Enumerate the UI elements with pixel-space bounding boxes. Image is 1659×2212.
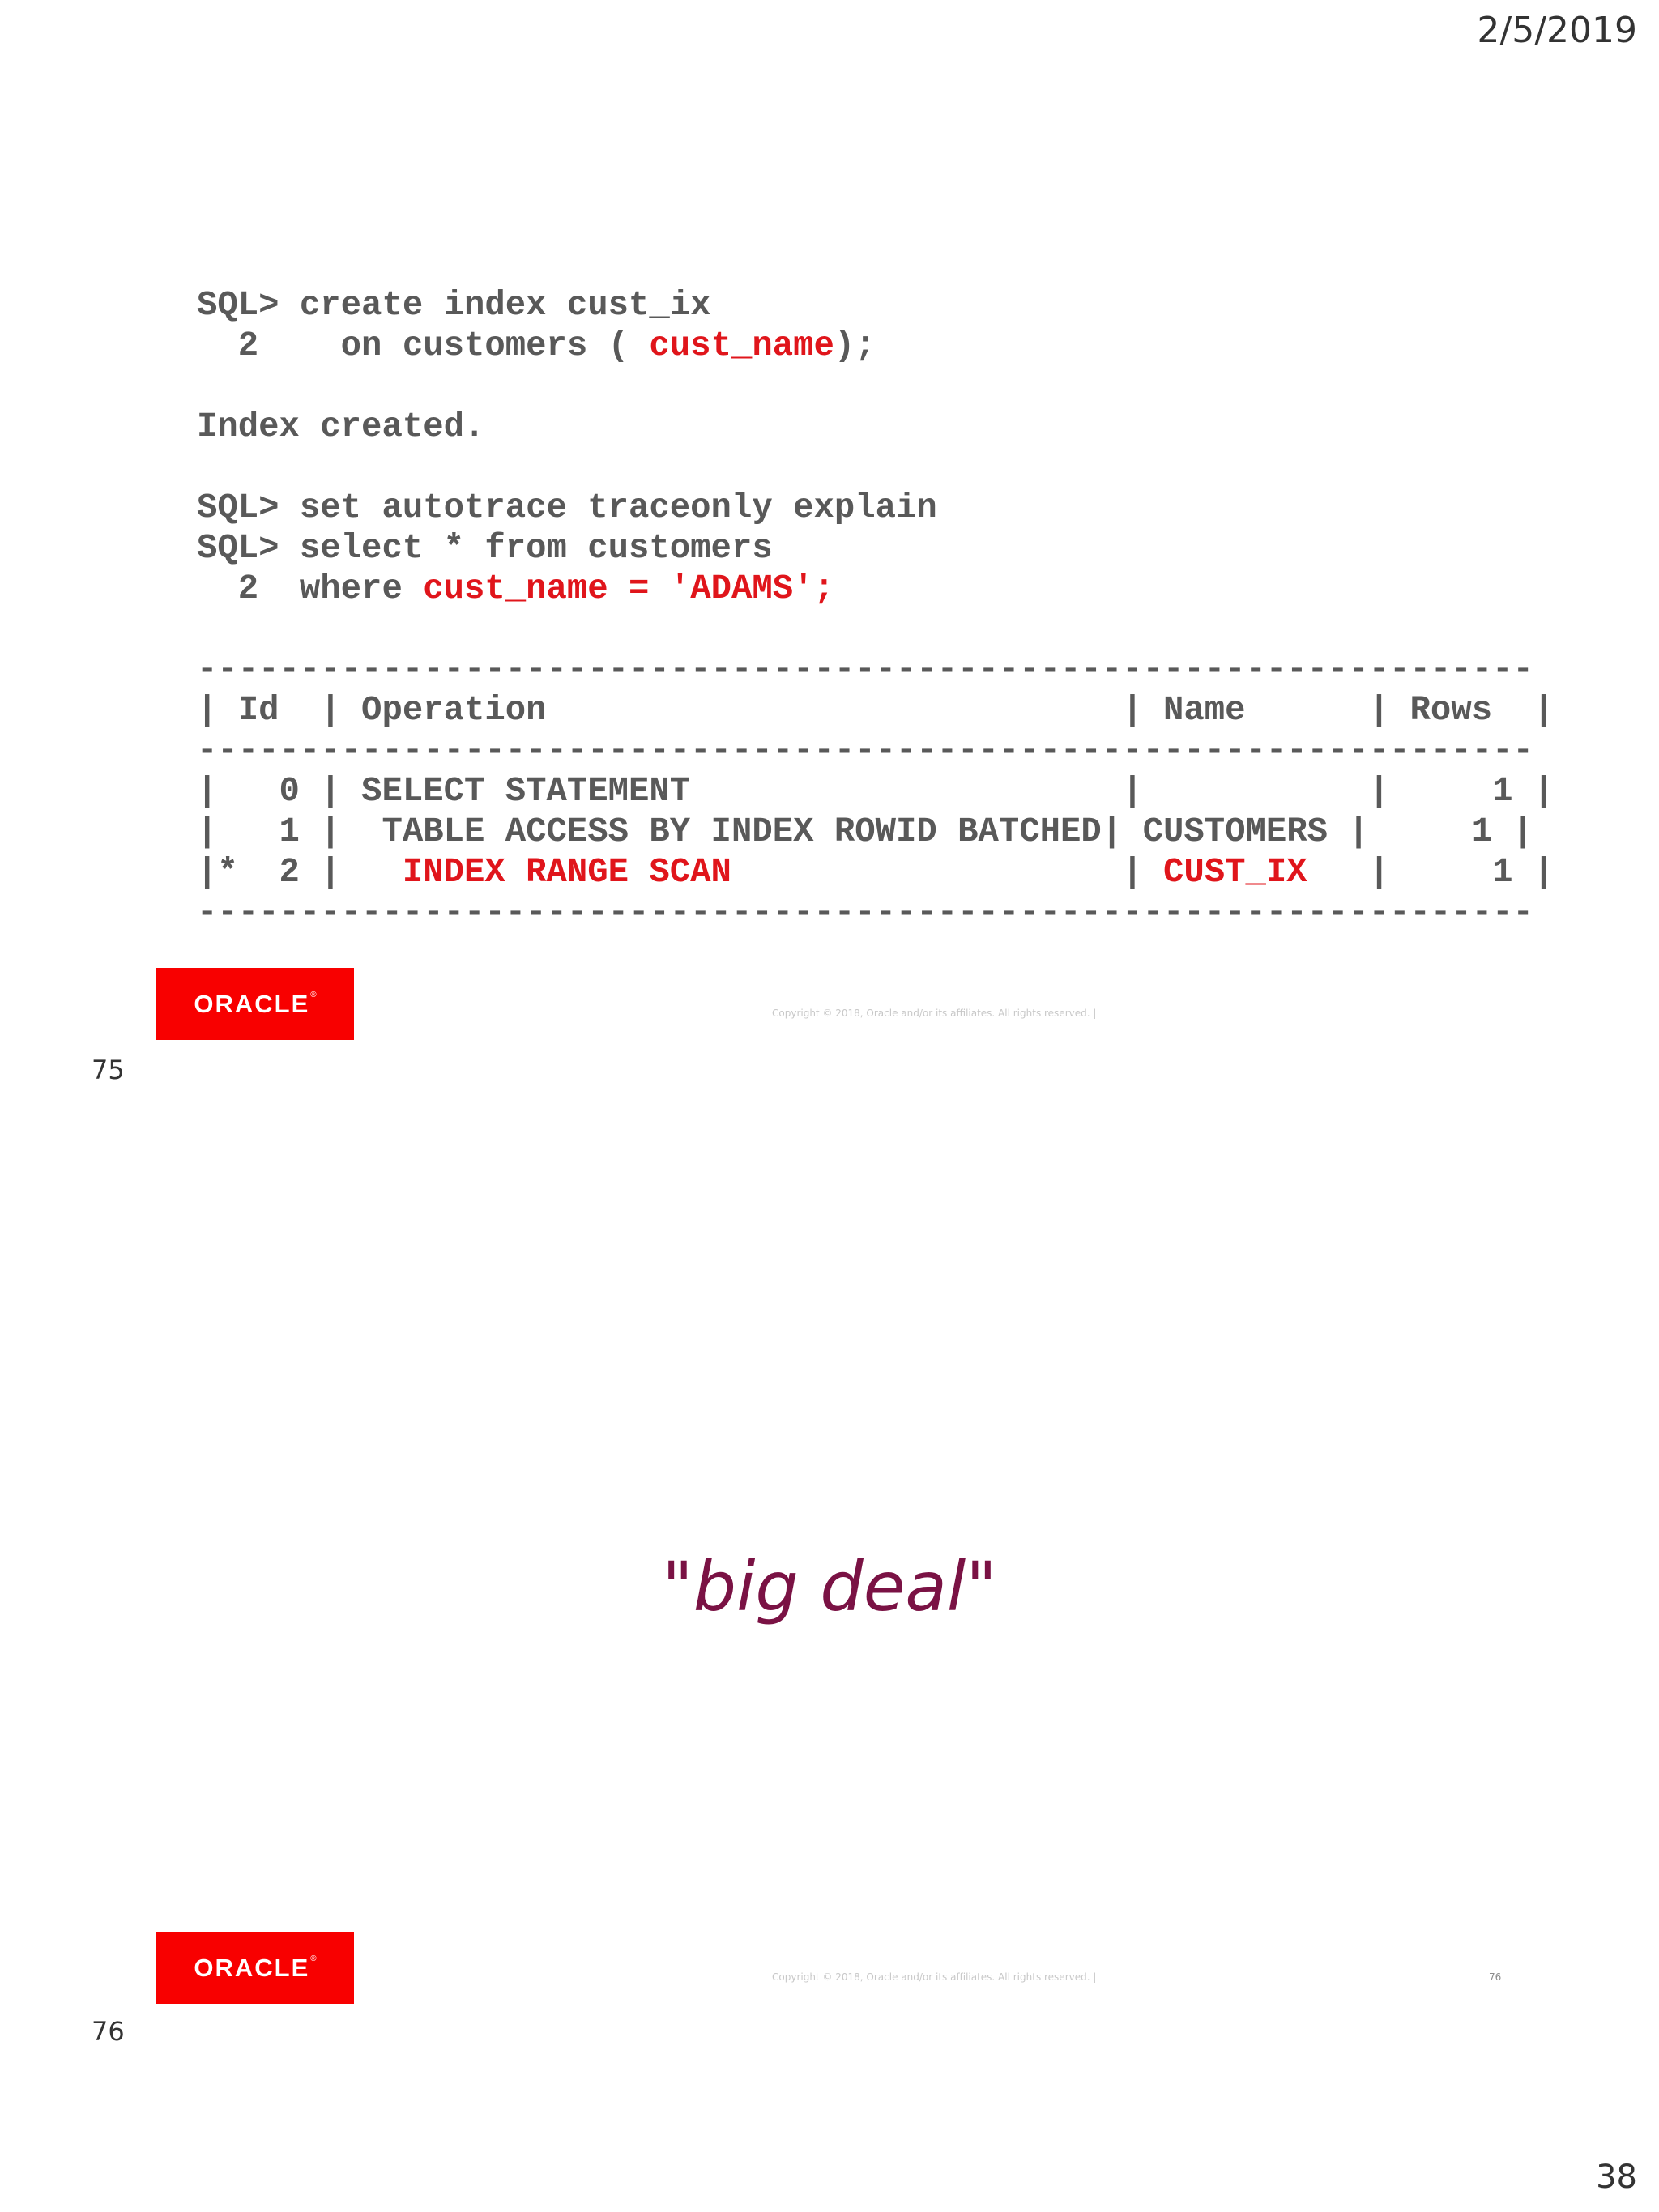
code-line: SQL> create index cust_ix — [197, 286, 711, 325]
page-number: 38 — [1596, 2159, 1637, 2196]
page-date: 2/5/2019 — [1477, 10, 1637, 51]
plan-row: | — [731, 853, 1163, 892]
code-highlight: cust_name = 'ADAMS'; — [423, 569, 834, 608]
plan-row: | 1 | — [1307, 853, 1555, 892]
slide-index-75: 75 — [92, 1055, 125, 1085]
slide-75 — [156, 178, 1555, 1085]
code-line: Index created. — [197, 407, 485, 446]
copyright-notice: Copyright © 2018, Oracle and/or its affiliates. All rights reserved. | — [772, 1008, 1097, 1019]
oracle-logo-text: ORACLE — [194, 989, 310, 1018]
plan-border: ----------------------------------------------------------------- — [197, 893, 1533, 932]
sql-code-block — [197, 285, 1554, 933]
code-line: 2 where — [197, 569, 424, 608]
oracle-logo — [156, 968, 354, 1040]
plan-header: | Id | Operation | Name | Rows | — [197, 691, 1555, 730]
plan-border: ----------------------------------------------------------------- — [197, 650, 1533, 689]
code-highlight: cust_name — [649, 326, 834, 365]
oracle-logo-text: ORACLE — [194, 1953, 310, 1982]
code-line: SQL> select * from customers — [197, 529, 773, 568]
copyright-notice: Copyright © 2018, Oracle and/or its affiliates. All rights reserved. | — [772, 1971, 1097, 1983]
slide-number: 76 — [1489, 1971, 1502, 1983]
oracle-logo — [156, 1932, 354, 2004]
code-line: 2 on customers ( — [197, 326, 650, 365]
quote-text: "big deal" — [662, 1547, 997, 1626]
plan-highlight-operation: INDEX RANGE SCAN — [402, 853, 731, 892]
code-line: ); — [834, 326, 876, 365]
slide-index-76: 76 — [92, 2016, 125, 2047]
plan-row: | 0 | SELECT STATEMENT | | 1 | — [197, 772, 1555, 811]
trademark-mark: ® — [310, 1954, 317, 1963]
plan-border: ----------------------------------------------------------------- — [197, 731, 1533, 770]
plan-row: | 1 | TABLE ACCESS BY INDEX ROWID BATCHED| CUSTOMERS | 1 | — [197, 812, 1533, 851]
code-line: SQL> set autotrace traceonly explain — [197, 488, 937, 527]
plan-highlight-name: CUST_IX — [1162, 853, 1307, 892]
plan-row: |* 2 | — [197, 853, 403, 892]
trademark-mark: ® — [310, 991, 317, 999]
